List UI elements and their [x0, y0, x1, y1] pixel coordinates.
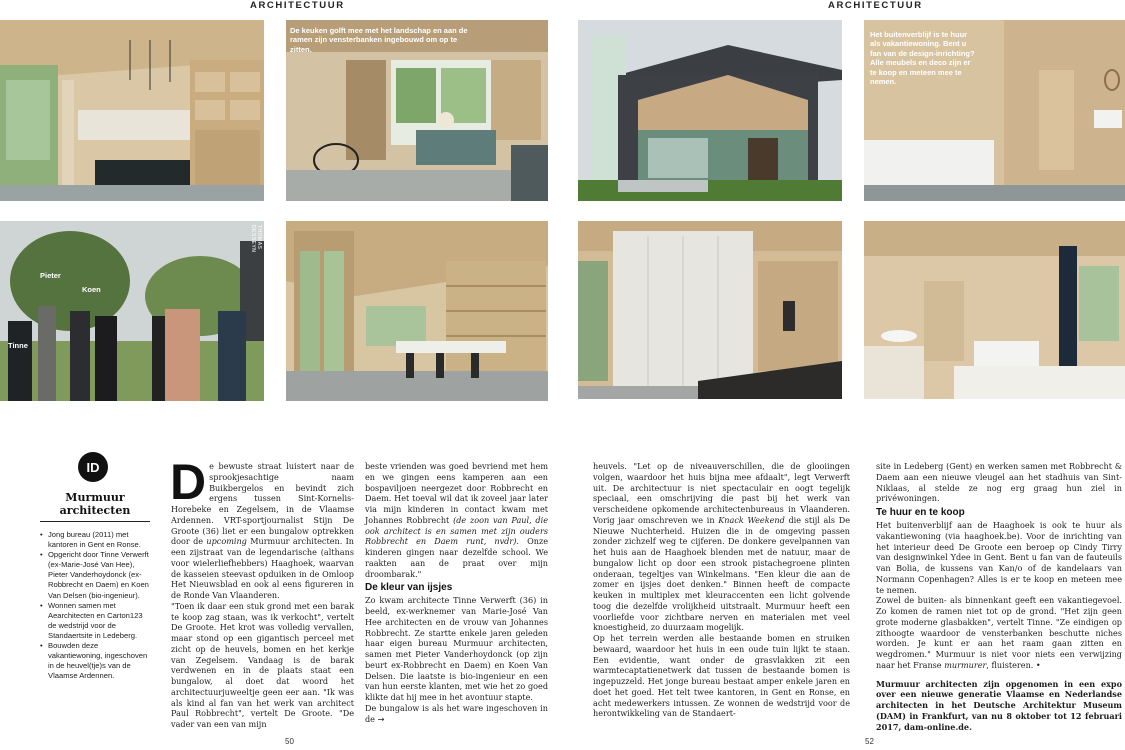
sidebar-divider: [40, 521, 150, 522]
paragraph: Op het terrein werden alle bestaande bomen en struiken bewaard, waardoor het huis in een oude tuin lijkt te staan. Een evidentie, want onder de grasvlakken zit een warmtecaptatienetwerk dat tussen de bestaande bomen is ingepuzzeld. Het jonge bureau bestaat amper enkele jaren en doet het goed. Het telt twee kantoren, in Gent en Ronse, en acht medewerkers intussen. Ze wonnen de wedstrijd voor de herontwikkeling van de Standaert-: [593, 633, 850, 719]
article-lead: [170, 454, 354, 601]
subheading: Te huur en te koop: [876, 507, 965, 518]
text-run: heuvels. "Let op de niveauverschillen, die de glooiingen volgen, waardoor het huis bijna mee afdaalt", legt Verwerft uit. De architectuur is niet spectaculair en oogt tegelijk speciaal, een omschrijving die past bij het werk van verscheidene opkomende architectenbureaus in Vlaanderen. Vorig jaar omschreven we in: [593, 461, 850, 525]
left-page: [0, 0, 562, 750]
article-column-1: [170, 454, 354, 730]
text-run: die stijl als De Nieuwe Nuchterheid. Huizen die in de omgeving passen zonder zichzelf weg te cijferen. De donkere gevelpannen van het huis aan de Haaghoek blenden met de natuur, maar de bungalow licht op door een strook pistachegroene plinten onderaan, tegeltjes van Winkelmans. "Een kleur die aan de zomer en ijsjes doet denken." Binnen heeft de compacte keuken in multiplex met kleuraccenten een licht golvende toog die dezelfde vrolijkheid uitstraalt. Murmuur heeft een voorliefde voor zichtbare nerven en materialen met veel knoestigheid, zo duurzaam mogelijk.: [593, 514, 850, 633]
list-item: • Jong bureau (2011) met kantoren in Gent en Ronse.: [40, 530, 150, 550]
living-room-photo: [286, 20, 548, 201]
text-run: , fluisteren. •: [986, 659, 1041, 670]
sidebar-title: [40, 491, 150, 517]
team-photo: [0, 221, 264, 401]
paragraph: [365, 703, 548, 725]
footnote: Murmuur architecten zijn opgenomen in een expo over een nieuwe generatie Vlaamse en Nederlandse architecten in het Deutsche Architektur Museum (DAM) in Frankfurt, van nu 8 oktober tot 12 februari 2017, dam-online.de.: [876, 678, 1122, 732]
subheading: De kleur van ijsjes: [365, 582, 453, 594]
paragraph: Zo kwam architecte Tinne Verwerft (36) in beeld, ex-werknemer van Marie-José Van Hee architecten en de vrouw van Johannes Robbrecht. Ze startte enkele jaren geleden haar eigen bureau Murmuur architecten, samen met Pieter Vanderhoydonck (op zijn beurt ex-Robbrecht en Daem) en Koen Van Delsen. Die laatste is bio-ingenieur en een van hun eerste klanten, met wie het zo goed klikte dat hij mee in het avontuur stapte.: [365, 595, 548, 702]
person-tag-koen: Koen: [82, 285, 101, 294]
continue-arrow-icon: →: [377, 713, 385, 724]
kitchen-photo: [0, 20, 264, 201]
article-column-2: [365, 461, 548, 724]
sidebar-title-line1: Murmuur: [65, 491, 125, 504]
dropcap: D: [170, 454, 207, 510]
section-label-right: ARCHITECTUUR: [828, 0, 923, 11]
text-run-italic: (de zoon van Paul, die ook architect is en samen met zijn ouders Robbrecht en Daem runt, nvdr).: [365, 514, 548, 547]
page-number-right: 52: [865, 737, 874, 746]
kitchen-caption: De keuken golft mee met het landschap en aan de ramen zijn vensterbanken ingebouwd om op te zitten.: [290, 26, 468, 54]
text-run: De bungalow is als het ware ingeschoven in de: [365, 702, 548, 724]
text-run: Onze kinderen gingen naar dezelfde school. We raakten aan de praat over mijn droombarak.": [365, 536, 548, 579]
rental-caption: Het buitenverblijf is te huur als vakantiewoning. Bent u fan van de design-inrichting? Alle meubels en deco zijn er te koop en meteen mee te nemen.: [870, 30, 975, 87]
sidebar-facts-list: [40, 530, 150, 681]
paragraph: site in Ledeberg (Gent) en werken samen met Robbrecht & Daem aan een nieuwe vleugel aan het stadhuis van Sint-Niklaas, al stelde ze nog erg graag hun ziel in privéwoningen.: [876, 461, 1122, 504]
paragraph: [593, 461, 850, 633]
bathroom-photo: [864, 221, 1125, 399]
page-number-left: 50: [285, 737, 294, 746]
section-label-left: ARCHITECTUUR: [250, 0, 345, 11]
text-run: beste vrienden was goed bevriend met hem en we gingen eens kamperen aan een bospaviljoen neergezet door Robbrecht en Daem. Het toeval wil dat ik zoveel jaar later via mijn kinderen in contact kwam met Johannes Robbrecht: [365, 461, 548, 525]
lead-rest-b: Murmuur architecten. In een zijstraat van de legendarische (althans voor wielerliefhebbers) Haaghoek, waarvan de kasseien steevast opduiken in de Omloop Het Nieuwsblad en ook al eens figureren in de Ronde Van Vlaanderen.: [171, 536, 354, 600]
list-item: • Bouwden deze vakantiewoning, ingeschoven in de heuvel(tje)s van de Vlaamse Ardennen.: [40, 641, 150, 681]
lead-rest-em: upcoming: [206, 536, 247, 547]
sidebar-title-line2: architecten: [59, 504, 131, 517]
right-page: [578, 0, 1125, 750]
paragraph: Het buitenverblijf aan de Haaghoek is ook te huur als vakantiewoning (via haaghoek.be). Voor de inrichting van het interieur deed De Groote een beroep op Cindy Tirry van designwinkel Ydee in Gent. Bent u fan van de fauteuils van Bolia, de kussens van Kan/o of de kandelaars van Normann Copenhagen? Alles is er te koop en meteen mee te nemen.: [876, 520, 1122, 595]
paragraph: [365, 461, 548, 579]
photo-credit: THOMAS DESSEYN: [250, 225, 262, 253]
exterior-photo: [578, 20, 842, 201]
bedroom-photo: [864, 20, 1125, 201]
lead-rest-a: VRT-sportjournalist Stijn De Groote (36) liet er een bungalow optrekken door de: [171, 514, 354, 547]
article-column-4: [876, 461, 1122, 732]
person-tag-pieter: Pieter: [40, 271, 61, 280]
text-run-italic: murmurer: [944, 659, 987, 670]
text-run: Zowel de buiten- als binnenkant geeft een vakantiegevoel. Zo komen de ramen niet tot op de grond. "Het zijn geen grote moderne glasbakken", vertelt Tinne. "Ze eindigen op zithoogte waardoor de vensterbanken beschutte niches worden. Je kunt er aan het raam gaan zitten en wegdromen." Murmuur is niet voor niets een verwijzing naar het Franse: [876, 595, 1122, 670]
paragraph: "Toen ik daar een stuk grond met een barak te koop zag staan, was ik verkocht", vertelt De Groote. Het krot was volledig vervallen, maar stond op een gigantisch perceel met zicht op de heuvels, bomen en het kerkje van Zegelsem. Vandaag is de barak verdwenen en in de plaats staat een bungalow, al doet dat woord het architectuurjuweeltje geen eer aan. "Ik was als kind al fan van het werk van architect Paul Robbrecht", vertelt De Groote. "De vader van een van mijn: [171, 600, 354, 729]
cabinets-photo: [578, 221, 842, 399]
article-column-3: [593, 461, 850, 719]
dining-photo: [286, 221, 548, 401]
lead-text: e bewuste straat luistert naar de sprookjesachtige naam Buikbergelos en bevindt zich ergens tussen Sint-Kornelis-Horebeke en Zegelsem, in de Vlaamse Ardennen.: [171, 461, 354, 525]
list-item: • Wonnen samen met Aearchitecten en Carton123 de wedstrijd voor de Standaertsite in Ledeberg.: [40, 601, 150, 641]
id-badge: ID: [78, 452, 108, 482]
list-item: • Opgericht door Tinne Verwerft (ex-Marie-José Van Hee), Pieter Vanderhoydonck (ex-Robbrecht en Daem) en Koen Van Delsen (bio-ingenieur).: [40, 550, 150, 600]
paragraph: [876, 595, 1122, 670]
text-run-italic: Knack Weekend: [718, 514, 785, 525]
person-tag-tinne: Tinne: [8, 341, 28, 350]
